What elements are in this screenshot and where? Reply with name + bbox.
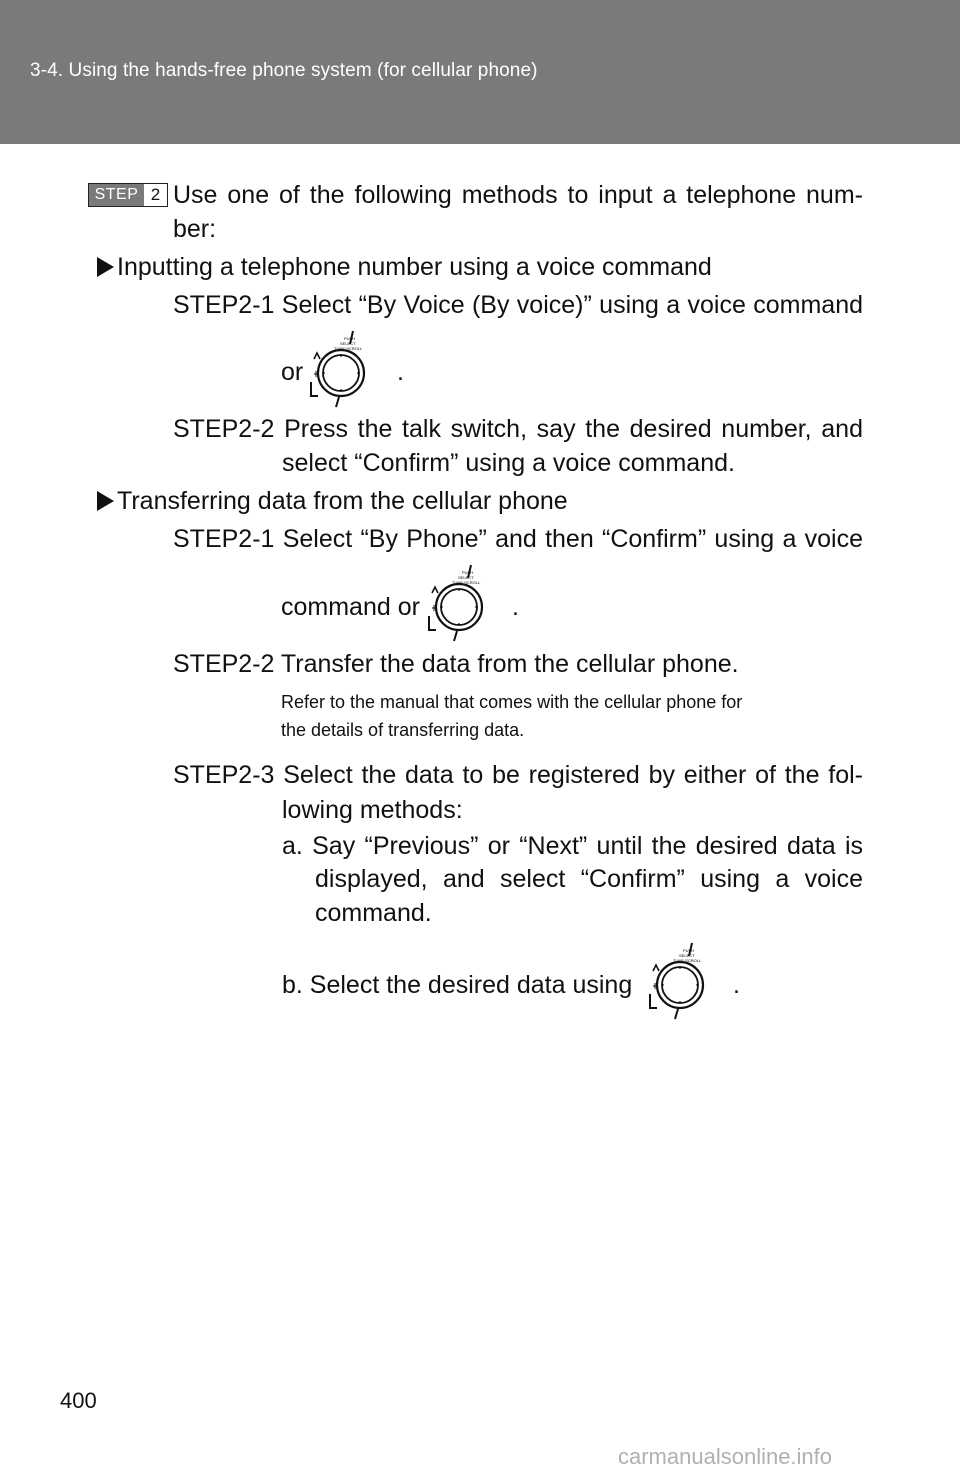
method-2-step-3-line-2: lowing methods:: [282, 796, 463, 824]
knob-label-mid: SELECT: [458, 575, 474, 580]
method-2-step-2-note-line-1: Refer to the manual that comes with the cellular phone for: [281, 692, 743, 712]
method-2-title: Transferring data from the cellular phone: [117, 487, 568, 515]
bullet-arrow-icon: [97, 257, 114, 277]
option-a-line-3: command.: [315, 899, 432, 927]
knob-label-top: PUSH: [344, 336, 356, 341]
method-1-step-2-line-2: select “Confirm” using a voice command.: [282, 449, 735, 477]
method-2-step-3-line-1: STEP2-3 Select the data to be registered by either of the fol-: [173, 761, 863, 789]
option-a-line-1: a. Say “Previous” or “Next” until the desired data is: [282, 832, 863, 860]
option-b-text: b. Select the desired data using: [282, 971, 633, 999]
knob-label-bottom: TUNE·SCROLL: [452, 580, 481, 585]
step-badge: [88, 183, 168, 207]
method-2-step-1-line-2: command or: [281, 593, 420, 621]
tune-knob-icon: [424, 563, 494, 643]
knob-label-mid: SELECT: [340, 341, 356, 346]
tune-knob-icon: [306, 329, 376, 409]
bullet-arrow-icon: [97, 491, 114, 511]
option-a-line-2: displayed, and select “Confirm” using a voice: [315, 865, 863, 893]
method-1-step-2-line-1: STEP2-2 Press the talk switch, say the desired number, and: [173, 415, 863, 443]
method-1-title: Inputting a telephone number using a voice command: [117, 253, 712, 281]
step-badge-label: STEP: [89, 184, 144, 206]
page-number: 400: [60, 1388, 97, 1413]
page-header: [0, 0, 960, 144]
method-1-step-1-or: or: [281, 358, 304, 386]
section-title: 3-4. Using the hands-free phone system (for cellular phone): [30, 60, 538, 81]
knob-label-top: PUSH: [683, 948, 695, 953]
knob-label-bottom: TUNE·SCROLL: [673, 958, 702, 963]
tune-knob-icon: [645, 941, 715, 1021]
method-1-step-1-period: .: [397, 358, 404, 386]
method-2-step-1-line-1: STEP2-1 Select “By Phone” and then “Confirm” using a voice: [173, 525, 863, 553]
knob-label-mid: SELECT: [679, 953, 695, 958]
knob-label-bottom: TUNE·SCROLL: [334, 346, 363, 351]
watermark: carmanualsonline.info: [618, 1444, 833, 1469]
option-b-period: .: [733, 971, 740, 999]
method-2-step-1-period: .: [512, 593, 519, 621]
knob-label-top: PUSH: [462, 570, 474, 575]
intro-line-1: Use one of the following methods to input a telephone num-: [173, 181, 863, 209]
step-badge-number: 2: [150, 185, 161, 204]
intro-line-2: ber:: [173, 215, 217, 243]
method-1-step-1-line-1: STEP2-1 Select “By Voice (By voice)” using a voice command: [173, 291, 863, 319]
method-2-step-2-note-line-2: the details of transferring data.: [281, 720, 525, 740]
method-2-step-2-line-1: STEP2-2 Transfer the data from the cellular phone.: [173, 650, 739, 678]
